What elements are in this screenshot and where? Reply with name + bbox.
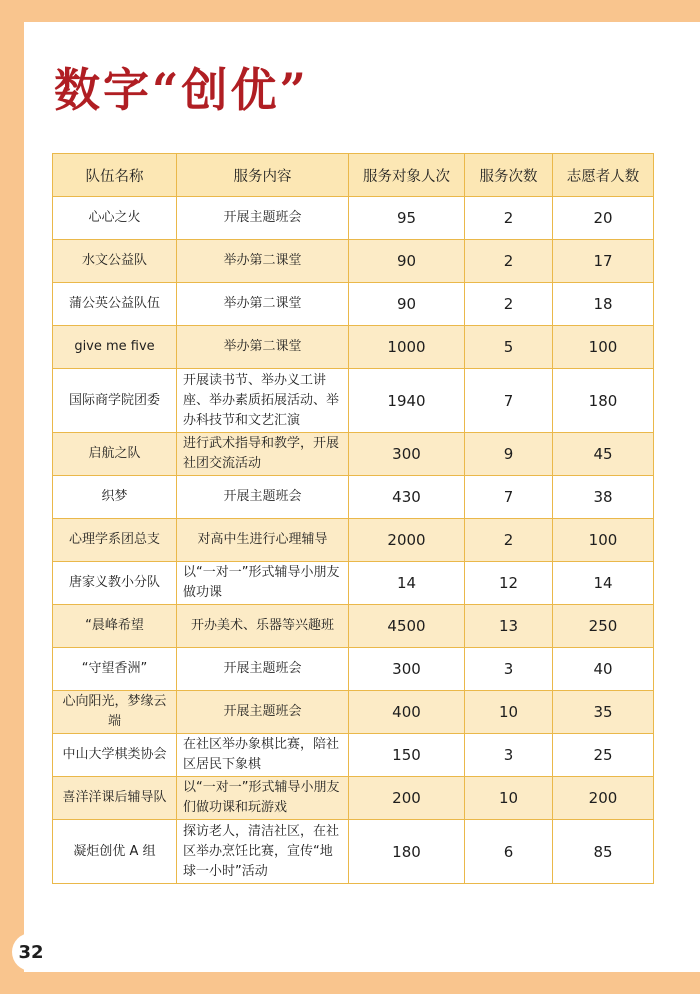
people-served-cell: 200 — [349, 777, 465, 820]
table-row — [53, 734, 654, 777]
service-times-cell: 9 — [465, 433, 553, 476]
volunteer-count-cell: 14 — [553, 562, 654, 605]
header-volunteer-count: 志愿者人数 — [553, 154, 654, 197]
team-name-cell: give me five — [53, 326, 177, 369]
service-content-cell: 探访老人，清洁社区，在社区举办烹饪比赛，宣传“地球一小时”活动 — [177, 820, 349, 884]
team-name-cell: “守望香洲” — [53, 648, 177, 691]
people-served-cell: 430 — [349, 476, 465, 519]
team-name-cell: 心心之火 — [53, 197, 177, 240]
service-content-cell: 举办第二课堂 — [177, 326, 349, 369]
team-name-cell: 唐家义教小分队 — [53, 562, 177, 605]
people-served-cell: 90 — [349, 283, 465, 326]
volunteer-count-cell: 100 — [553, 519, 654, 562]
team-name-cell: 启航之队 — [53, 433, 177, 476]
people-served-cell: 4500 — [349, 605, 465, 648]
volunteer-count-cell: 20 — [553, 197, 654, 240]
service-times-cell: 2 — [465, 197, 553, 240]
service-times-cell: 5 — [465, 326, 553, 369]
header-service-times: 服务次数 — [465, 154, 553, 197]
header-service-content: 服务内容 — [177, 154, 349, 197]
table-header-row — [53, 154, 654, 197]
volunteer-count-cell: 180 — [553, 369, 654, 433]
service-times-cell: 2 — [465, 283, 553, 326]
table-row — [53, 283, 654, 326]
volunteer-count-cell: 35 — [553, 691, 654, 734]
people-served-cell: 14 — [349, 562, 465, 605]
team-name-cell: 喜洋洋课后辅导队 — [53, 777, 177, 820]
service-content-cell: 以“一对一”形式辅导小朋友们做功课和玩游戏 — [177, 777, 349, 820]
service-times-cell: 3 — [465, 734, 553, 777]
team-name-cell: 中山大学棋类协会 — [53, 734, 177, 777]
team-name-cell: 凝炬创优 A 组 — [53, 820, 177, 884]
header-team-name: 队伍名称 — [53, 154, 177, 197]
people-served-cell: 2000 — [349, 519, 465, 562]
table-row — [53, 648, 654, 691]
service-content-cell: 开展主题班会 — [177, 691, 349, 734]
people-served-cell: 1940 — [349, 369, 465, 433]
service-content-cell: 开展主题班会 — [177, 197, 349, 240]
page — [24, 22, 700, 972]
service-times-cell: 12 — [465, 562, 553, 605]
header-people-served: 服务对象人次 — [349, 154, 465, 197]
volunteer-count-cell: 85 — [553, 820, 654, 884]
service-times-cell: 2 — [465, 519, 553, 562]
service-times-cell: 3 — [465, 648, 553, 691]
service-content-cell: 开展主题班会 — [177, 648, 349, 691]
service-content-cell: 进行武术指导和教学，开展社团交流活动 — [177, 433, 349, 476]
people-served-cell: 400 — [349, 691, 465, 734]
table-row — [53, 240, 654, 283]
volunteer-count-cell: 250 — [553, 605, 654, 648]
table-row — [53, 562, 654, 605]
service-times-cell: 7 — [465, 369, 553, 433]
team-name-cell: 心向阳光，梦缘云端 — [53, 691, 177, 734]
table-row — [53, 820, 654, 884]
volunteer-count-cell: 100 — [553, 326, 654, 369]
service-content-cell: 举办第二课堂 — [177, 240, 349, 283]
service-times-cell: 6 — [465, 820, 553, 884]
service-times-cell: 10 — [465, 691, 553, 734]
volunteer-count-cell: 18 — [553, 283, 654, 326]
volunteer-count-cell: 200 — [553, 777, 654, 820]
service-content-cell: 开办美术、乐器等兴趣班 — [177, 605, 349, 648]
people-served-cell: 1000 — [349, 326, 465, 369]
volunteer-count-cell: 40 — [553, 648, 654, 691]
service-times-cell: 10 — [465, 777, 553, 820]
team-name-cell: 织梦 — [53, 476, 177, 519]
table-row — [53, 476, 654, 519]
table-row — [53, 777, 654, 820]
table-row — [53, 605, 654, 648]
team-name-cell: 蒲公英公益队伍 — [53, 283, 177, 326]
service-content-cell: 举办第二课堂 — [177, 283, 349, 326]
service-times-cell: 2 — [465, 240, 553, 283]
people-served-cell: 300 — [349, 648, 465, 691]
people-served-cell: 300 — [349, 433, 465, 476]
volunteer-service-table — [52, 153, 654, 884]
service-content-cell: 对高中生进行心理辅导 — [177, 519, 349, 562]
table-row — [53, 369, 654, 433]
people-served-cell: 150 — [349, 734, 465, 777]
team-name-cell: “晨峰希望 — [53, 605, 177, 648]
service-content-cell: 以“一对一”形式辅导小朋友做功课 — [177, 562, 349, 605]
volunteer-count-cell: 45 — [553, 433, 654, 476]
volunteer-count-cell: 38 — [553, 476, 654, 519]
team-name-cell: 水文公益队 — [53, 240, 177, 283]
table-row — [53, 519, 654, 562]
service-content-cell: 在社区举办象棋比赛，陪社区居民下象棋 — [177, 734, 349, 777]
service-times-cell: 13 — [465, 605, 553, 648]
people-served-cell: 180 — [349, 820, 465, 884]
volunteer-count-cell: 25 — [553, 734, 654, 777]
team-name-cell: 心理学系团总支 — [53, 519, 177, 562]
table-row — [53, 691, 654, 734]
people-served-cell: 90 — [349, 240, 465, 283]
table-row — [53, 433, 654, 476]
page-number: 32 — [12, 933, 50, 971]
volunteer-count-cell: 17 — [553, 240, 654, 283]
page-title: 数字“创优” — [54, 63, 309, 117]
service-times-cell: 7 — [465, 476, 553, 519]
table-row — [53, 197, 654, 240]
table-row — [53, 326, 654, 369]
service-content-cell: 开展读书节、举办义工讲座、举办素质拓展活动、举办科技节和文艺汇演 — [177, 369, 349, 433]
service-content-cell: 开展主题班会 — [177, 476, 349, 519]
team-name-cell: 国际商学院团委 — [53, 369, 177, 433]
people-served-cell: 95 — [349, 197, 465, 240]
